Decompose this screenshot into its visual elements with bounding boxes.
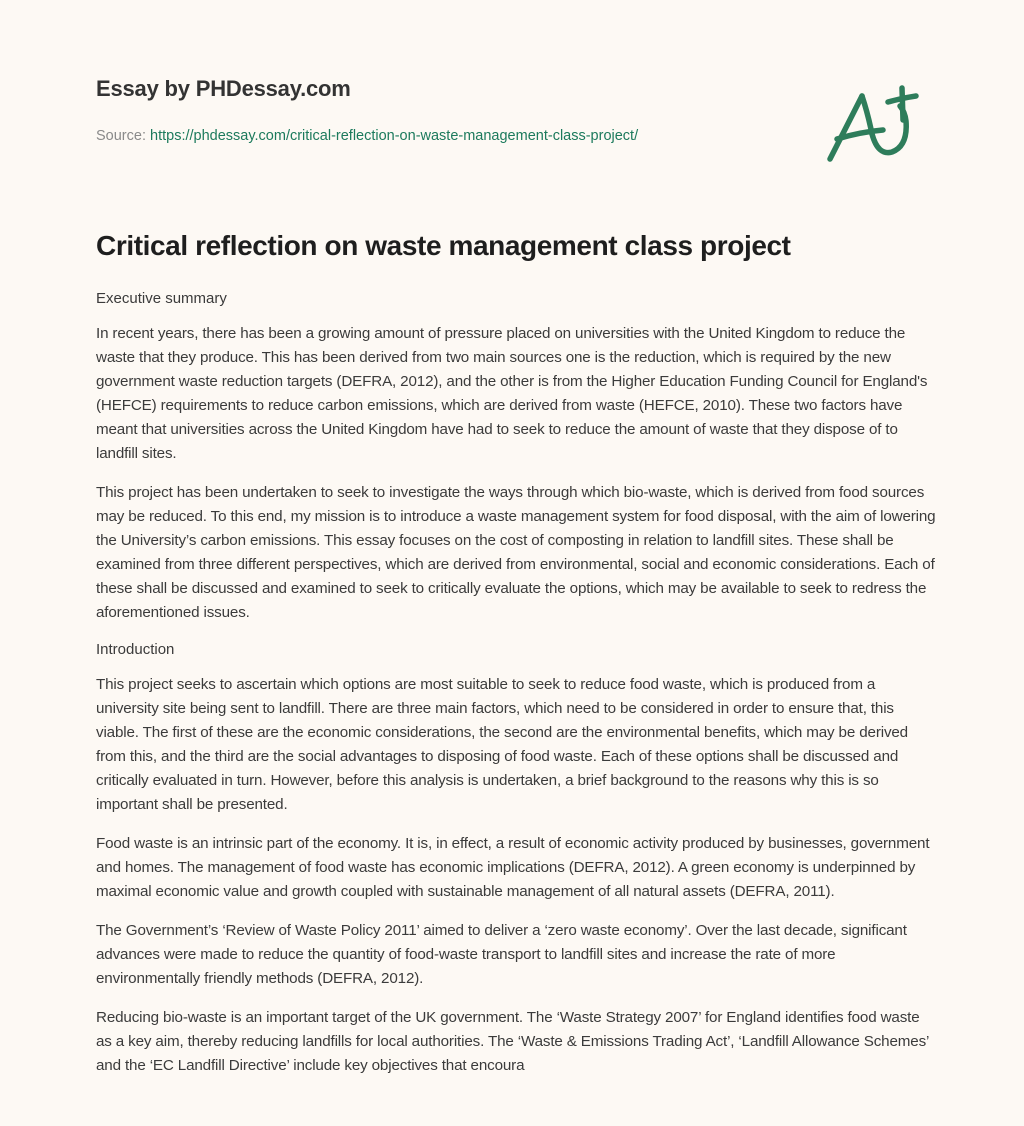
paragraph: The Government’s ‘Review of Waste Policy 2011’ aimed to deliver a ‘zero waste economy’. Over the last decade, significant advances were made to reduce the quantity of food-waste transport to landfill sites and increase the rate of more environmentally friendly methods (DEFRA, 2012). [96, 922, 907, 987]
source-line [96, 126, 796, 146]
paragraph: This project has been undertaken to seek to investigate the ways through which bio-waste, which is derived from food sources may be reduced. To this end, my mission is to introduce a waste management system for food disposal, with the aim of lowering the University’s carbon emissions. This essay focuses on the cost of composting in relation to landfill sites. These shall be examined from three different perspectives, which are derived from environmental, social and economic considerations. Each of these shall be discussed and examined to seek to critically evaluate the options, which may be available to seek to redress the aforementioned issues. [96, 484, 936, 621]
source-link[interactable]: https://phdessay.com/critical-reflection-on-waste-management-class-project/ [150, 128, 639, 144]
essay-title: Critical reflection on waste management class project [96, 230, 791, 261]
section-heading: Executive summary [96, 290, 227, 307]
paragraph: Food waste is an intrinsic part of the economy. It is, in effect, a result of economic activity produced by businesses, government and homes. The management of food waste has economic implications (DEFRA, 2012). A green economy is underpinned by maximal economic value and growth coupled with sustainable management of all natural assets (DEFRA, 2011). [96, 835, 930, 900]
page-header [96, 72, 796, 146]
paragraph: Reducing bio-waste is an important target of the UK government. The ‘Waste Strategy 2007’ for England identifies food waste as a key aim, thereby reducing landfills for local authorities. The ‘Waste & Emissions Trading Act’, ‘Landfill Allowance Schemes’ and the ‘EC Landfill Directive’ include key objectives that encoura [96, 1009, 929, 1074]
paragraph: In recent years, there has been a growing amount of pressure placed on universities with the United Kingdom to reduce the waste that they produce. This has been derived from two main sources one is the reduction, which is required by the new government waste reduction targets (DEFRA, 2012), and the other is from the Higher Education Funding Council for England's (HEFCE) requirements to reduce carbon emissions, which are derived from waste (HEFCE, 2010). These two factors have meant that universities across the United Kingdom have had to seek to reduce the amount of waste that they dispose of to landfill sites. [96, 325, 928, 462]
essay-content [96, 224, 936, 1078]
section-executive-summary [96, 288, 936, 625]
section-introduction [96, 639, 936, 1078]
paragraph: This project seeks to ascertain which options are most suitable to seek to reduce food waste, which is produced from a university site being sent to landfill. There are three main factors, which need to be considered in order to ensure that, this viable. The first of these are the economic considerations, the second are the environmental benefits, which may be derived from this, and the third are the social advantages to disposing of food waste. Each of these options shall be discussed and critically evaluated in turn. However, before this analysis is undertaken, a brief background to the reasons why this is so important shall be presented. [96, 676, 908, 813]
site-title: Essay by PHDessay.com [96, 76, 351, 101]
source-label: Source: [96, 128, 146, 144]
a-plus-grade-icon [820, 66, 930, 166]
section-heading: Introduction [96, 641, 175, 658]
